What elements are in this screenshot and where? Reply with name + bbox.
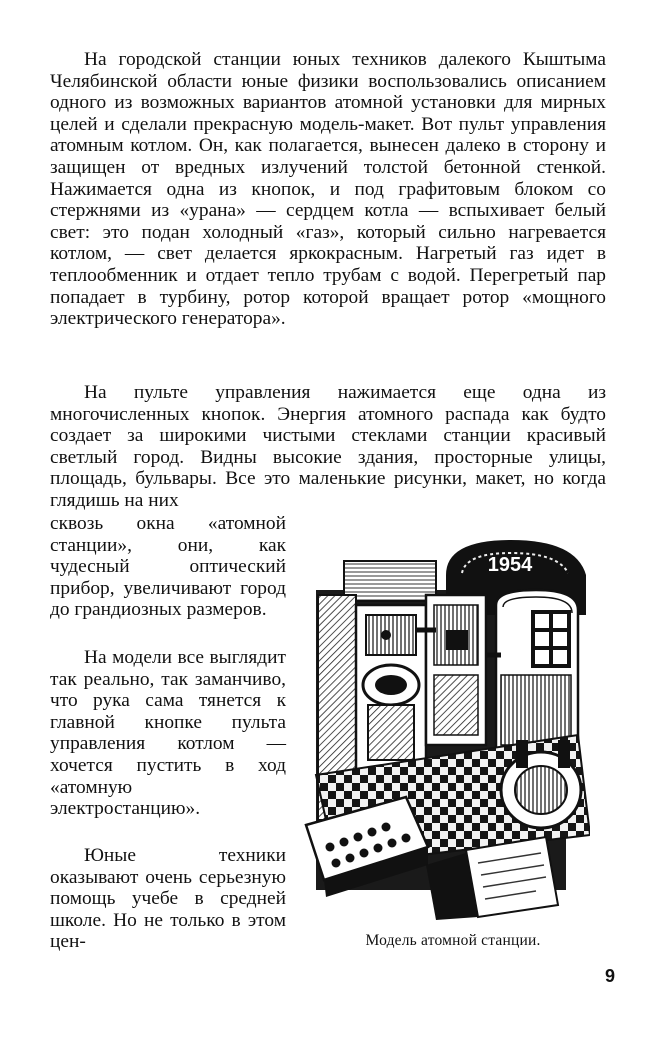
paragraph-2-continued: сквозь окна «атомной станции», они, как чудесный оптический прибор, увеличивают город до грандиозных размеров. xyxy=(50,513,286,621)
page-number: 9 xyxy=(604,966,615,986)
atomic-station-model-illustration xyxy=(296,535,590,920)
figure-caption: Модель атомной станции. xyxy=(365,932,541,949)
paragraph-1: На городской станции юных техников далекого Кыштыма Челябинской области юные физики воспользовались описанием одного из возможных вариантов атомной установки для мирных целей и сделали прекрасную модель-макет. Вот пульт управления атомным котлом. Он, как полагается, вынесен далеко в сторону и защищен от вредных излучений толстой бетонной стенкой. Нажимается одна из кнопок, и под графитовым блоком со стержнями из «урана» — сердцем котла — вспыхивает белый свет: это подан холодный «газ», который сильно нагревается котлом, — свет делается яркокрасным. Нагретый газ идет в теплообменник и отдает тепло трубам с водой. Перегретый пар попадает в турбину, ротор которой вращает ротор «мощного электрического генератора». xyxy=(50,49,606,330)
paragraph-4: Юные техники оказывают очень серьезную помощь учебе в средней школе. Но не только в этом цен- xyxy=(50,845,286,953)
paragraph-2: На пульте управления нажимается еще одна из многочисленных кнопок. Энергия атомного распада как будто создает за широкими чистыми стеклами станции красивый светлый город. Видны высокие здания, просторные улицы, площадь, бульвары. Все это маленькие рисунки, макет, но когда глядишь на них xyxy=(50,382,606,511)
year-label: 1954 xyxy=(487,554,533,576)
paragraph-3: На модели все выглядит так реально, так заманчиво, что рука сама тянется к главной кнопке пульта управления котлом — хочется пустить в ход «атомную электростанцию». xyxy=(50,647,286,820)
